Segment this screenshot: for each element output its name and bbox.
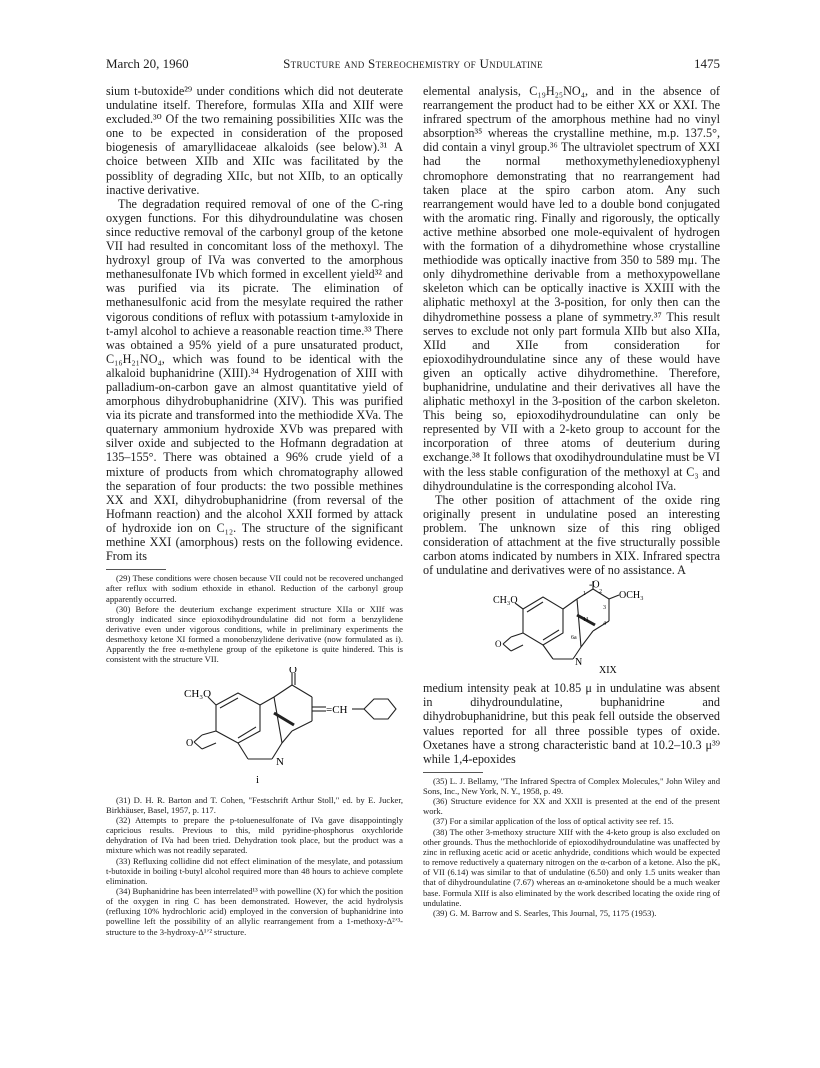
label-oxygen: O	[289, 666, 297, 676]
figure-i-label: i	[256, 773, 260, 786]
locant-2: 2	[599, 589, 602, 596]
footnote-32: (32) Attempts to prepare the p-toluenesulfonate of IVa gave disappointingly capricious results. Previous to this, mild pyridine-phosphorus oxychloride dehydration of IVa had been tried. Dehydration took place, but the product was a mixture which was not readily separated.	[106, 814, 403, 856]
paragraph: sium t-butoxide²⁹ under conditions which did not deuterate undulatine itself. Therefore, formulas XIIa and XIIf were excluded.³⁰ Of the two remaining possibilities XIIc was the one to be expected in consideration of the proposed biogenesis of amaryllidaceae alkaloids (see below).³¹ A choice between XIIb and XIIc was facilitated by the possiblity of degrading XIIc, but not XIIb, to an optically inactive derivative.	[106, 84, 403, 197]
label-ch: =CH	[326, 703, 348, 716]
paragraph: The degradation required removal of one of the C-ring oxygen functions. For this dihydroundulatine was chosen since reductive removal of the carbonyl group of the ketone VII had resulted in concomitant loss of the methoxyl. The hydroxyl group of IVa was converted to the amorphous methanesulfonate IVb which formed in excellent yield³² and was purified via its picrate. The elimination of methanesulfonic acid from the mesylate required the rather vigorous conditions of reflux with potassium t-amyloxide in t-amyl alcohol to achieve a reasonable reaction time.³³ There was obtained a 95% yield of a pure unsaturated product, C₁₆H₂₁NO₄, which was found to be identical with the alkaloid buphanidrine (XIII).³⁴ Hydrogenation of XIII with palladium-on-carbon gave an almost quantitative yield of amorphous dihydrobuphanidrine (XIV). This was purified via its picrate and transformed into the methiodide XVa. The quaternary ammonium hydroxide XVb was prepared with silver oxide and subjected to the Hofmann degradation at 135–155°. There was obtained a 96% crude yield of a mixture of products from which chromatography allowed the separation of four products: the two possible methines XX and XXI, dihydrobuphanidrine (from reversal of the Hofmann reaction) and the alcohol XXII formed by attack of hydroxide ion on C₁₂. The structure of the significant methine XXI (amorphous) rests on the following evidence. From its	[106, 196, 403, 564]
label-ch3o: CH₃O	[493, 595, 518, 607]
label-och3: OCH₃	[619, 590, 644, 602]
footnote-39: (39) G. M. Barrow and S. Searles, This Journal, 75, 1175 (1953).	[433, 907, 657, 918]
footnote-31: (31) D. H. R. Barton and T. Cohen, "Festschrift Arthur Stoll," ed. by E. Jucker, Birkhäuser, Basel, 1957, p. 117.	[106, 794, 403, 815]
footnote-37: (37) For a similar application of the loss of optical activity see ref. 15.	[433, 816, 674, 827]
label-n: N	[575, 657, 583, 669]
running-header	[106, 56, 720, 72]
locant-6a: 6a	[571, 635, 577, 642]
paragraph: elemental analysis, C₁₉H₂₅NO₄, and in the absence of rearrangement the product had to be either XX or XXI. The infrared spectrum of the amorphous methine had no vinyl absorption³⁵ whereas the crystalline methine, m.p. 137.5°, did contain a vinyl group.³⁶ The ultraviolet spectrum of XXI had the normal methoxymethylenedioxyphenyl chromophore demonstrating that no rearrangement had taken place at the spiro carbon atom. Any such rearrangement would have led to a double bond conjugated with the aromatic ring. Finally and rigorously, the optically active methine absorbed one mole-equivalent of hydrogen with the formation of a dihydromethine whose crystalline methiodide was optically inactive from 350 to 589 mμ. The only dihydromethine derivable from a methoxypowellane skeleton which can be optically inactive is XXIII with the aliphatic methoxyl at the 3-position, for only then can the dihydromethine possess a plane of symmetry.³⁷ This result serves to exclude not only part formula XIIb but also XIIa, XIId and XIIe from consideration for epioxodihydroundulatine since any of these would have given an optically active dihydromethine. Therefore, buphanidrine, undulatine and their derivatives all have the aliphatic methoxyl in the 3-position of the carbon skeleton. This being so, epioxodihydroundulatine can only be represented by VII with a 2-keto group to account for the incorporation of three atoms of deuterium during exchange.³⁸ It follows that oxodihydroundulatine must be VI with the less stable configuration of the methoxyl at C₃ and dihydroundulatine is the corresponding alcohol IVa.	[423, 84, 720, 493]
footnote-30: (30) Before the deuterium exchange experiment structure XIIa or XIIf was strongly indicated since epioxodihydroundulatine did not form a benzylidene derivative even under vigorous conditions, while in preliminary experiments the desmethoxy ketone XI formed a monobenzylidene derivative (now formulated as i). Apparently the free α-methylene group of the epiketone is quite hindered. This is consistent with the structure VII.	[106, 603, 403, 665]
structure-figure-xix	[423, 579, 720, 677]
footnote-rule	[106, 569, 166, 570]
locant-4: 4	[603, 621, 606, 628]
paragraph: medium intensity peak at 10.85 μ in undulatine was absent in dihydroundulatine, buphanidrine and dihydrobuphanidrine, but this peak fell outside the observed values reported for all three possible types of oxide. Oxetanes have a strong characteristic band at 10.2–10.3 μ³⁹ while 1,4-epoxides	[423, 681, 720, 766]
left-column	[106, 84, 403, 937]
label-n: N	[276, 755, 284, 768]
right-column	[423, 84, 720, 918]
footnote-36: (36) Structure evidence for XX and XXII is presented at the end of the present work.	[423, 796, 720, 817]
header-date: March 20, 1960	[106, 56, 189, 71]
footnote-rule	[423, 772, 483, 773]
locant-11: 11	[583, 617, 589, 624]
label-o-ring: O	[186, 737, 194, 749]
header-title: Structure and Stereochemistry of Undulatine	[283, 56, 543, 71]
label-o-ring: O	[495, 639, 502, 650]
structure-i-drawing	[106, 667, 403, 789]
structure-figure-i	[106, 667, 403, 789]
label-o-minus: -O	[589, 579, 600, 591]
figure-xix-label: XIX	[599, 665, 617, 677]
footnote-29: (29) These conditions were chosen because VII could not be recovered unchanged after reflux with sodium ethoxide in ethanol. Reduction of the carbonyl group apparently occurred.	[106, 573, 403, 604]
locant-3: 3	[603, 605, 606, 612]
locant-1: 1	[583, 591, 586, 598]
structure-xix-drawing	[423, 579, 720, 677]
label-ch3o: CH₃O	[184, 687, 212, 700]
paragraph: The other position of attachment of the oxide ring originally present in undulatine posed an interesting problem. The unknown size of this ring obliged consideration of attachment at the five structurally possible carbon atoms indicated by numbers in XIX. Infrared spectra of undulatine and derivatives were of no assistance. A	[423, 492, 720, 578]
footnote-35: (35) L. J. Bellamy, "The Infrared Spectra of Complex Molecules," John Wiley and Sons, Inc., New York, N. Y., 1958, p. 49.	[423, 775, 720, 796]
footnote-38: (38) The other 3-methoxy structure XIIf with the 4-keto group is also excluded on other grounds. Thus the methochloride of epioxodihydroundulatine was unaffected by zinc in refluxing acetic acid or acetic anhydride, conditions which would be expected to remove reductively a quaternary nitrogen on the α-carbon of a ketone. Also the pKₐ of VII (6.14) was similar to that of undulatine (6.50) and only 1.5 units weaker than that of dihydroundulatine (7.67) whereas an α-aminoketone should be a much weaker base. Formula XIIf is also eliminated by the work described locating the oxide ring of undulatine.	[423, 826, 720, 908]
footnote-33: (33) Refluxing collidine did not effect elimination of the mesylate, and potassium t-butoxide in boiling t-butyl alcohol required more than 48 hours to achieve complete elimination.	[106, 855, 403, 886]
footnote-34: (34) Buphanidrine has been interrelated¹³ with powelline (X) for which the position of the oxygen in ring C has been demonstrated. However, the acid hydrolysis (refluxing 10% hydrochloric acid) employed in the conversion of buphanidrine into powelline left the possibility of an allylic rearrangement from a 1-methoxy-Δ²ʼ³-structure to the 3-hydroxy-Δ¹ʼ² structure.	[106, 886, 403, 937]
header-page-number: 1475	[694, 56, 720, 71]
